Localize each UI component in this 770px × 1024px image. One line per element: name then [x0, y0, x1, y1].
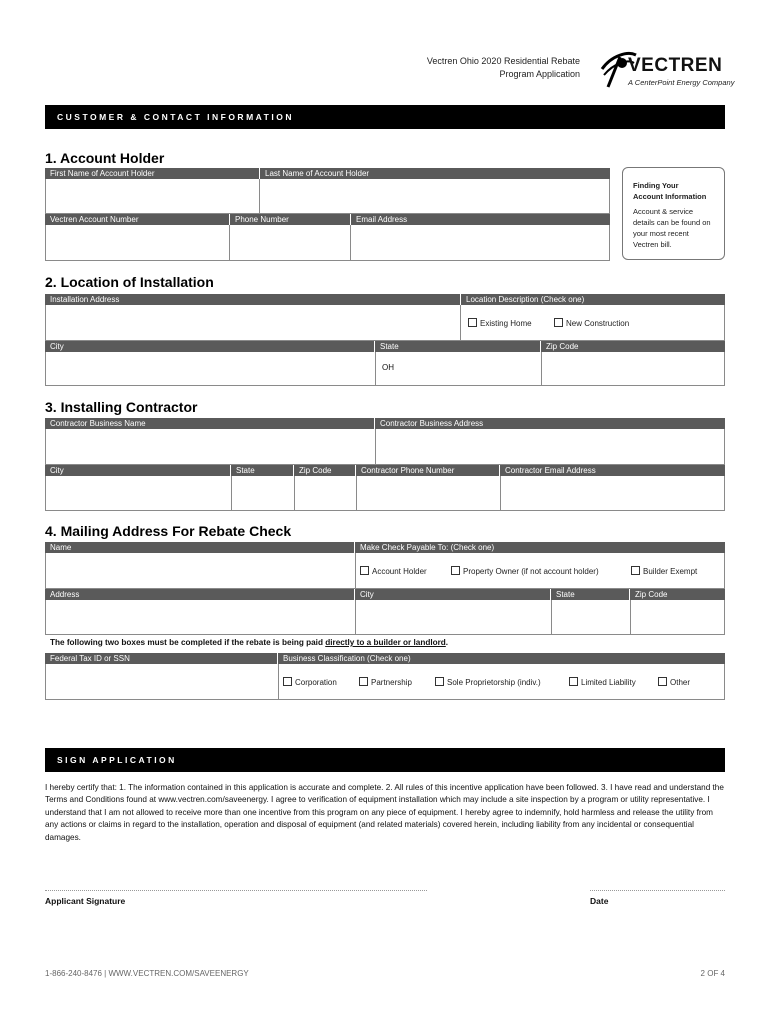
builder-exempt-checkbox[interactable]: Builder Exempt: [631, 566, 697, 577]
checkbox-icon: [451, 566, 460, 575]
contractor-address-label: Contractor Business Address: [375, 418, 725, 429]
checkbox-icon: [554, 318, 563, 327]
info-title-1: Finding Your: [633, 181, 679, 190]
program-title-line2: Program Application: [499, 69, 580, 79]
checkbox-icon: [283, 677, 292, 686]
location-city-label: City: [45, 341, 374, 352]
checkbox-icon: [658, 677, 667, 686]
contractor-city-field[interactable]: [45, 476, 232, 511]
customer-contact-band: CUSTOMER & CONTACT INFORMATION: [45, 105, 725, 129]
contractor-phone-field[interactable]: [356, 476, 501, 511]
mailing-state-label: State: [551, 589, 629, 600]
location-title: 2. Location of Installation: [45, 274, 214, 290]
contractor-state-field[interactable]: [231, 476, 295, 511]
last-name-field[interactable]: [259, 179, 610, 214]
certification-text: I hereby certify that: 1. The information contained in this application is accurate and complete. 2. All rules of this incentive application have been followed. 3. I have read and understand the Terms and Conditions found at www.vectren.com/saveenergy. I agree to verification of equipment installation which may include a site inspection by a program or utility representative. I understand that I am not allowed to receive more than one incentive from this program on any piece of equipment. I hereby agree to indemnify, hold harmless and release the utility from any actions or claims in regard to the installation, operation and disposal of equipment (and related materials) covered herein, including liability from any incidental or consequential damages.: [45, 783, 724, 842]
signature-line[interactable]: [45, 890, 427, 891]
mailing-zip-field[interactable]: [630, 600, 725, 635]
checkbox-icon: [569, 677, 578, 686]
limited-liability-checkbox[interactable]: Limited Liability: [569, 677, 636, 688]
payable-label: Make Check Payable To: (Check one): [355, 542, 725, 553]
checkbox-icon: [435, 677, 444, 686]
property-owner-checkbox[interactable]: Property Owner (if not account holder): [451, 566, 599, 577]
last-name-label: Last Name of Account Holder: [260, 168, 610, 179]
business-class-label: Business Classification (Check one): [278, 653, 725, 664]
location-state-field[interactable]: [375, 352, 542, 386]
info-body: Account & service details can be found on your most recent Vectren bill.: [633, 207, 711, 249]
mailing-address-field[interactable]: [45, 600, 356, 635]
mailing-address-label: Address: [45, 589, 354, 600]
account-holder-checkbox[interactable]: Account Holder: [360, 566, 427, 577]
email-field[interactable]: [350, 225, 610, 261]
contractor-address-field[interactable]: [375, 429, 725, 465]
tax-id-field[interactable]: [45, 664, 279, 700]
builder-landlord-note: The following two boxes must be completed if the rebate is being paid directly to a builder or landlord.: [50, 638, 449, 647]
logo-wordmark: VECTREN: [628, 55, 723, 76]
other-checkbox[interactable]: Other: [658, 677, 690, 688]
mailing-name-label: Name: [45, 542, 354, 553]
contractor-name-field[interactable]: [45, 429, 376, 465]
location-city-field[interactable]: [45, 352, 376, 386]
location-zip-label: Zip Code: [541, 341, 725, 352]
mailing-city-label: City: [355, 589, 550, 600]
mailing-state-field[interactable]: [551, 600, 631, 635]
signature-label: Applicant Signature: [45, 896, 126, 906]
mailing-title: 4. Mailing Address For Rebate Check: [45, 523, 292, 539]
phone-label: Phone Number: [230, 214, 350, 225]
location-state-value: OH: [382, 363, 394, 372]
contractor-name-label: Contractor Business Name: [45, 418, 374, 429]
contractor-email-label: Contractor Email Address: [500, 465, 725, 476]
checkbox-icon: [631, 566, 640, 575]
phone-field[interactable]: [229, 225, 351, 261]
location-zip-field[interactable]: [541, 352, 725, 386]
location-description-label: Location Description (Check one): [461, 294, 725, 305]
page-number: 2 OF 4: [700, 969, 725, 978]
account-info-callout: [622, 167, 725, 260]
account-number-field[interactable]: [45, 225, 230, 261]
contractor-phone-label: Contractor Phone Number: [356, 465, 499, 476]
account-holder-title: 1. Account Holder: [45, 150, 165, 166]
first-name-field[interactable]: [45, 179, 260, 214]
program-title: [427, 55, 580, 81]
contractor-city-label: City: [45, 465, 230, 476]
install-address-label: Installation Address: [45, 294, 460, 305]
logo-tagline: A CenterPoint Energy Company: [628, 78, 735, 87]
corporation-checkbox[interactable]: Corporation: [283, 677, 337, 688]
existing-home-checkbox[interactable]: Existing Home: [468, 318, 532, 329]
email-label: Email Address: [351, 214, 610, 225]
mailing-city-field[interactable]: [355, 600, 552, 635]
program-title-line1: Vectren Ohio 2020 Residential Rebate: [426, 56, 580, 66]
checkbox-icon: [359, 677, 368, 686]
sign-application-band: SIGN APPLICATION: [45, 748, 725, 772]
contractor-title: 3. Installing Contractor: [45, 399, 198, 415]
mailing-name-field[interactable]: [45, 553, 356, 589]
contractor-state-label: State: [231, 465, 293, 476]
first-name-label: First Name of Account Holder: [45, 168, 259, 179]
checkbox-icon: [360, 566, 369, 575]
contractor-email-field[interactable]: [500, 476, 725, 511]
account-number-label: Vectren Account Number: [45, 214, 229, 225]
mailing-zip-label: Zip Code: [630, 589, 725, 600]
date-label: Date: [590, 896, 609, 906]
sole-proprietorship-checkbox[interactable]: Sole Proprietorship (indiv.): [435, 677, 541, 688]
install-address-field[interactable]: [45, 305, 461, 341]
contractor-zip-field[interactable]: [294, 476, 357, 511]
footer-contact: 1-866-240-8476 | WWW.VECTREN.COM/SAVEENERGY: [45, 969, 249, 978]
info-title-2: Account Information: [633, 192, 707, 201]
partnership-checkbox[interactable]: Partnership: [359, 677, 412, 688]
contractor-zip-label: Zip Code: [294, 465, 355, 476]
tax-id-label: Federal Tax ID or SSN: [45, 653, 277, 664]
date-line[interactable]: [590, 890, 725, 891]
checkbox-icon: [468, 318, 477, 327]
location-state-label: State: [375, 341, 540, 352]
new-construction-checkbox[interactable]: New Construction: [554, 318, 629, 329]
